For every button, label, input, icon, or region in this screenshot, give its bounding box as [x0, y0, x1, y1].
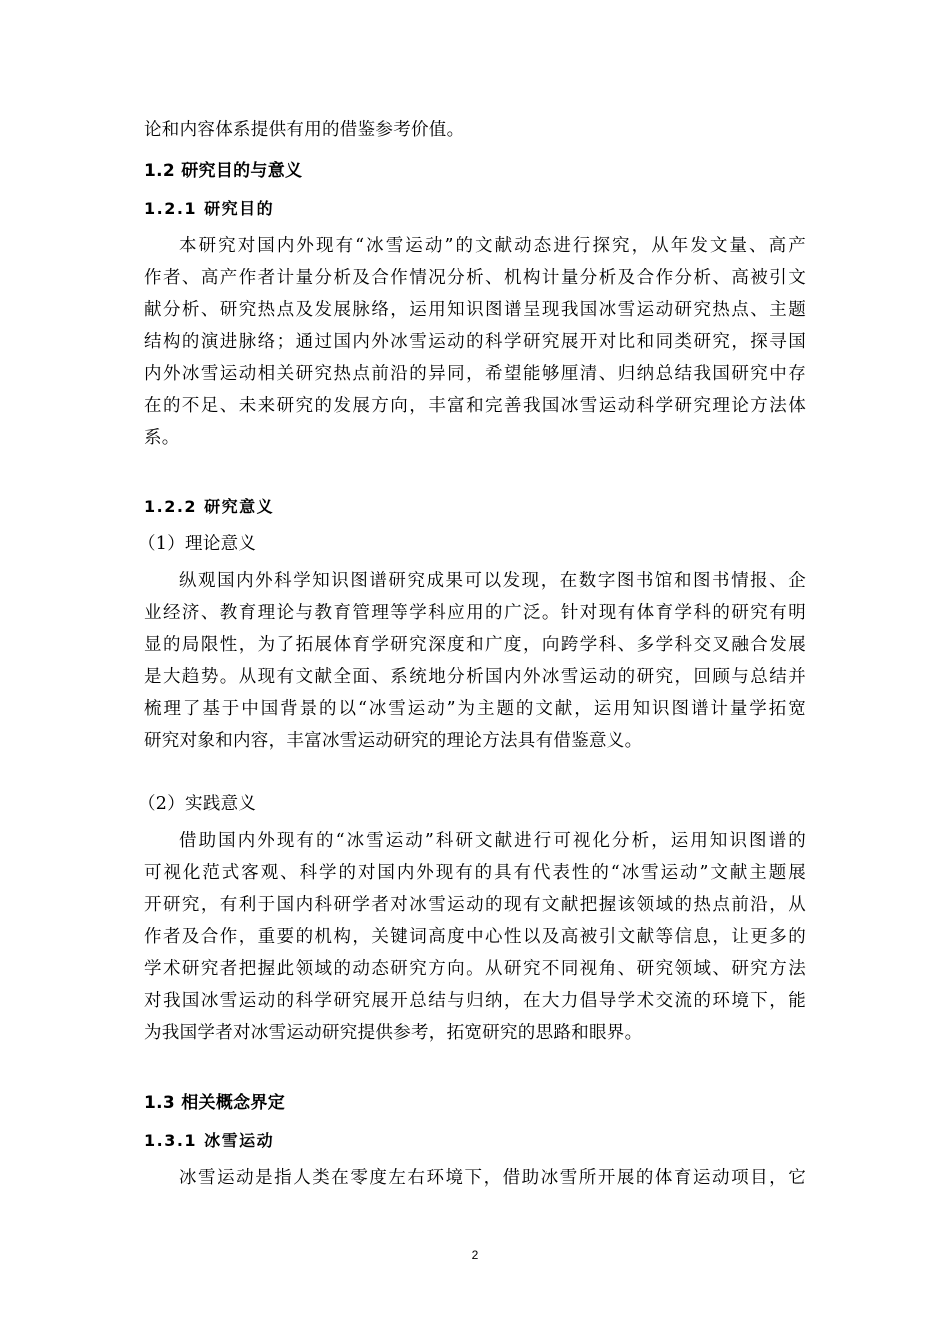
paragraph-line: 作者、高产作者计量分析及合作情况分析、机构计量分析及合作分析、高被引文	[144, 268, 806, 288]
paragraph-line: 可视化范式客观、科学的对国内外现有的具有代表性的“冰雪运动”文献主题展	[144, 863, 806, 883]
paragraph-line: 冰雪运动是指人类在零度左右环境下，借助冰雪所开展的体育运动项目，它	[179, 1168, 806, 1188]
paragraph-line: 业经济、教育理论与教育管理等学科应用的广泛。针对现有体育学科的研究有明	[144, 603, 806, 623]
paragraph-research-purpose	[144, 230, 806, 454]
paragraph-line: 本研究对国内外现有“冰雪运动”的文献动态进行探究，从年发文量、高产	[179, 236, 806, 256]
paragraph-line: 作者及合作，重要的机构，关键词高度中心性以及高被引文献等信息，让更多的	[144, 927, 806, 947]
subheading-text: （2）实践意义	[138, 794, 257, 814]
paragraph-line: 内外冰雪运动相关研究热点前沿的异同，希望能够厘清、归纳总结我国研究中存	[144, 364, 806, 384]
paragraph-line: 是大趋势。从现有文献全面、系统地分析国内外冰雪运动的研究，回顾与总结并	[144, 667, 806, 687]
heading-text: 1.2.2 研究意义	[144, 497, 275, 516]
subheading-practice	[138, 788, 806, 820]
page-number: 2	[471, 1248, 479, 1262]
paragraph-line: 研究对象和内容，丰富冰雪运动研究的理论方法具有借鉴意义。	[144, 731, 643, 751]
subheading-theory	[138, 528, 806, 560]
heading-text: 1.2.1 研究目的	[144, 199, 275, 218]
paragraph-ice-snow-definition	[144, 1162, 806, 1194]
paragraph-line: 为我国学者对冰雪运动研究提供参考，拓宽研究的思路和眼界。	[144, 1023, 643, 1043]
paragraph-line: 显的局限性，为了拓展体育学研究深度和广度，向跨学科、多学科交叉融合发展	[144, 635, 806, 655]
heading-text: 1.2 研究目的与意义	[144, 161, 303, 181]
paragraph-line: 论和内容体系提供有用的借鉴参考价值。	[144, 120, 465, 140]
section-heading-1-3	[144, 1087, 806, 1119]
heading-text: 1.3.1 冰雪运动	[144, 1131, 275, 1150]
section-heading-1-2-2	[144, 491, 806, 523]
paragraph-line: 结构的演进脉络；通过国内外冰雪运动的科学研究展开对比和同类研究，探寻国	[144, 332, 806, 352]
heading-text: 1.3 相关概念界定	[144, 1093, 286, 1113]
paragraph-line: 开研究，有利于国内科研学者对冰雪运动的现有文献把握该领域的热点前沿，从	[144, 895, 806, 915]
paragraph-practice-significance	[144, 825, 806, 1049]
paragraph-line: 对我国冰雪运动的科学研究展开总结与归纳，在大力倡导学术交流的环境下，能	[144, 991, 806, 1011]
section-heading-1-3-1	[144, 1125, 806, 1157]
paragraph-line: 纵观国内外科学知识图谱研究成果可以发现，在数字图书馆和图书情报、企	[179, 571, 806, 591]
paragraph-line: 学术研究者把握此领域的动态研究方向。从研究不同视角、研究领域、研究方法	[144, 959, 806, 979]
paragraph-line: 梳理了基于中国背景的以“冰雪运动”为主题的文献，运用知识图谱计量学拓宽	[144, 699, 806, 719]
intro-block	[144, 114, 806, 146]
paragraph-line: 献分析、研究热点及发展脉络，运用知识图谱呈现我国冰雪运动研究热点、主题	[144, 300, 806, 320]
paragraph-line: 借助国内外现有的“冰雪运动”科研文献进行可视化分析，运用知识图谱的	[179, 831, 806, 851]
paragraph-line: 在的不足、未来研究的发展方向，丰富和完善我国冰雪运动科学研究理论方法体	[144, 396, 806, 416]
section-heading-1-2-1	[144, 193, 806, 225]
paragraph-theory-significance	[144, 565, 806, 757]
paragraph-line: 系。	[144, 428, 180, 448]
subheading-text: （1）理论意义	[138, 534, 257, 554]
section-heading-1-2	[144, 155, 806, 187]
